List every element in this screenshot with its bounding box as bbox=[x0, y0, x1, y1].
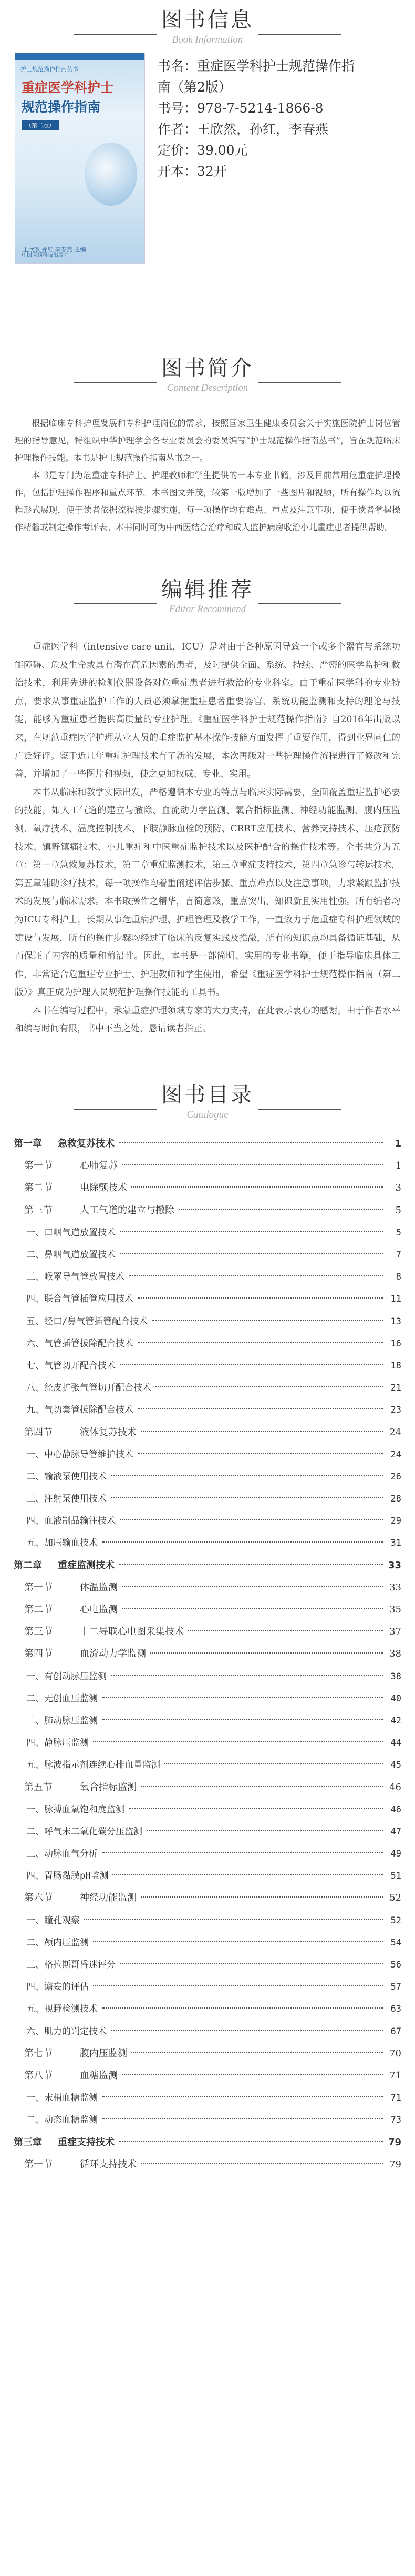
toc-leader-dots bbox=[102, 2007, 383, 2009]
toc-item-name: 二、输液泵使用技术 bbox=[26, 1471, 107, 1482]
toc-item-page: 33 bbox=[389, 1581, 401, 1593]
toc-item-page: 1 bbox=[395, 1160, 401, 1172]
toc-item-name: 七、气管切开配合技术 bbox=[26, 1360, 116, 1371]
toc-leader-dots bbox=[119, 1142, 383, 1143]
toc-leader-dots bbox=[129, 1275, 383, 1276]
recommend-header bbox=[0, 570, 415, 620]
toc-item-name: 液体复苏技术 bbox=[80, 1426, 137, 1438]
toc-leader-dots bbox=[138, 1297, 383, 1299]
toc-sub-row[interactable] bbox=[14, 2021, 401, 2043]
toc-item-name: 血流动力学监测 bbox=[80, 1648, 146, 1660]
toc-item-name: 六、气管插管拔除配合技术 bbox=[26, 1338, 133, 1349]
cover-publisher: 中国医药科技出版社 bbox=[22, 252, 69, 258]
toc-leader-dots bbox=[122, 1164, 383, 1165]
toc-sub-row[interactable] bbox=[14, 1444, 401, 1466]
toc-sub-row[interactable] bbox=[14, 1865, 401, 1887]
toc-sub-row[interactable] bbox=[14, 1311, 401, 1333]
toc-item-number: 第三节 bbox=[24, 1204, 53, 1216]
toc-section-row[interactable] bbox=[14, 2065, 401, 2087]
book-meta bbox=[145, 53, 355, 279]
toc-item-page: 52 bbox=[390, 1915, 401, 1926]
toc-item-page: 18 bbox=[390, 1360, 401, 1371]
toc-item-name: 四、静脉压监测 bbox=[26, 1738, 89, 1749]
meta-row-title-cont: 南（第2版） bbox=[158, 79, 232, 95]
toc-leader-dots bbox=[102, 1541, 383, 1543]
meta-row-format: 开本：32开 bbox=[158, 164, 227, 179]
toc-leader-dots bbox=[129, 1808, 383, 1809]
toc-item-name: 九、气切套管拔除配合技术 bbox=[26, 1405, 133, 1416]
toc-leader-dots bbox=[102, 1852, 383, 1853]
toc-sub-row[interactable] bbox=[14, 1843, 401, 1865]
toc-leader-dots bbox=[120, 1364, 383, 1365]
recommend-text bbox=[0, 638, 415, 1038]
toc-item-page: 13 bbox=[390, 1316, 401, 1327]
book-info-header bbox=[0, 0, 415, 50]
toc-section-row[interactable] bbox=[14, 2154, 401, 2176]
toc-item-page: 71 bbox=[390, 2093, 401, 2104]
cover-authors: 王欣然 孙红 李春燕 主编 bbox=[23, 246, 86, 253]
toc-item-page: 73 bbox=[390, 2115, 401, 2126]
toc-section-row[interactable] bbox=[14, 1599, 401, 1621]
toc-sub-row[interactable] bbox=[14, 1998, 401, 2020]
meta-row-price: 定价：39.00元 bbox=[158, 143, 248, 158]
toc-item-name: 二、颅内压监测 bbox=[26, 1937, 89, 1948]
toc-item-page: 37 bbox=[389, 1626, 401, 1638]
toc-item-page: 7 bbox=[396, 1250, 401, 1260]
toc-item-name: 一、中心静脉导管维护技术 bbox=[26, 1449, 133, 1460]
intro-text bbox=[0, 414, 415, 536]
toc-item-page: 71 bbox=[389, 2070, 401, 2081]
toc-item-number: 第四节 bbox=[24, 1648, 53, 1660]
toc-leader-dots bbox=[120, 1231, 383, 1232]
meta-row-isbn: 书号：978-7-5214-1866-8 bbox=[158, 100, 324, 116]
toc-item-name: 一、口咽气道放置技术 bbox=[26, 1227, 116, 1238]
toc-leader-dots bbox=[93, 1941, 383, 1942]
toc-section-row[interactable] bbox=[14, 1422, 401, 1444]
toc-item-page: 45 bbox=[390, 1760, 401, 1771]
toc-item-number: 第四节 bbox=[24, 1426, 53, 1438]
toc-item-page: 31 bbox=[390, 1538, 401, 1549]
recommend-paragraph: 本书从临床和教学实际出发，严格遵循本专业的特点与临床实际需要，全面覆盖重症监护必要的技能，如人工气道的建立与撤除、血流动力学监测、氧合指标监测、神经功能监测、腹内压监测、氧疗技术、温度控制技术、下肢静脉血栓的预防、CRRT应用技术、营养支持技术、压疮预防技术、镇静镇痛技术、小儿重症和中医重症监护技术以及医护配合的操作技术等。全书共分为五章：第一章急救复苏技术，第二章重症监测技术，第三章重症支持技术，第四章急诊与转运技术，第五章辅助诊疗技术，每一项操作均着重阐述评估步骤、重点难点以及注意事项，力求紧跟监护技术的发展与临床需求。本书取操作之精华，言简意赅，重点突出，知识新且实用性强。所有编者均为ICU专科护士，长期从事危重病护理、护理管理及教学工作，一直致力于危重症专科护理领域的建设与发展，所有的操作步骤均经过了临床的反复实践及推敲，所有的知识点均具备循证基础，从而保证了内容的质量和前沿性。因此，本书是一部简明、实用的专业书籍，便于指导临床具体工作，非常适合危重症专业护士、护理教师和学生使用，希望《重症医学科护士规范操作指南（第二版）》真正成为护理人员规范护理操作技能的工具书。 bbox=[15, 787, 400, 998]
toc-item-page: 5 bbox=[395, 1204, 401, 1216]
toc-sub-row[interactable] bbox=[14, 1488, 401, 1510]
toc-subtitle: Catalogue bbox=[186, 1109, 229, 1121]
intro-paragraph: 本书是专门为危重症专科护士、护理教师和学生提供的一本专业书籍，涉及目前常用危重症护理操作，包括护理操作程序和重点环节。本书图文并茂，较第一版增加了一些图片和视频，所有操作均以流程形式展现，便于读者依据流程按步骤实施，每一项操作均有难点、重点及注意事项，便于读者掌握操作精髓或制定操作考评表。本书同时可为中西医结合治疗和成人监护病房收治小儿重症患者提供帮助。 bbox=[15, 470, 400, 532]
toc-item-page: 57 bbox=[390, 1982, 401, 1993]
toc-item-name: 三、肺动脉压监测 bbox=[26, 1715, 98, 1726]
toc-item-name: 三、动脉血气分析 bbox=[26, 1849, 98, 1860]
toc-item-page: 35 bbox=[389, 1604, 401, 1615]
toc-item-page: 29 bbox=[390, 1516, 401, 1527]
toc-item-page: 23 bbox=[390, 1405, 401, 1416]
divider-left bbox=[74, 382, 157, 383]
toc-section-row[interactable] bbox=[14, 1155, 401, 1177]
toc-leader-dots bbox=[138, 1342, 383, 1343]
recommend-paragraph: 重症医学科（intensive care unit，ICU）是对由于各种原因导致一个或多个器官与系统功能障碍、危及生命或具有潜在高危因素的患者，及时提供全面、系统、持续、严密的医学监护和救治技术，利用先进的检测仪器设备对危重症患者进行救治的专业科室。由于重症医学科的专业特点，要求从事重症监护工作的人员必须掌握重症患者重要器官、系统功能监测和支持的理论与技能，能够为重症患者提供高质量的专业护理。《重症医学科护士规范操作指南》自2016年出版以来，在规范重症医学护理从业人员的重症监护基本操作技能方面发挥了重要作用，得到业界同仁的广泛好评。鉴于近几年重症护理技术有了新的发展，本次再版对一些护理操作流程进行了修改和完善，并增加了一些图片和视频，使之更加权威、专业、实用。 bbox=[15, 642, 400, 780]
toc-item-name: 三、格拉斯哥昏迷评分 bbox=[26, 1960, 116, 1970]
toc-item-name: 神经功能监测 bbox=[80, 1892, 137, 1904]
toc-leader-dots bbox=[179, 1209, 383, 1210]
toc-item-page: 79 bbox=[388, 2136, 401, 2148]
toc-chapter-row[interactable] bbox=[14, 1555, 401, 1577]
toc-item-name: 五、经口/鼻气管插管配合技术 bbox=[26, 1316, 148, 1327]
toc-item-page: 79 bbox=[389, 2158, 401, 2170]
toc-leader-dots bbox=[93, 1985, 383, 1986]
toc-item-number: 第七节 bbox=[24, 2047, 53, 2059]
toc-leader-dots bbox=[102, 1697, 383, 1698]
toc-sub-row[interactable] bbox=[14, 1910, 401, 1932]
toc-leader-dots bbox=[119, 2141, 383, 2142]
toc-section-row[interactable] bbox=[14, 2043, 401, 2065]
toc-leader-dots bbox=[164, 1763, 383, 1764]
toc-leader-dots bbox=[120, 1253, 383, 1254]
toc-item-page: 67 bbox=[390, 2026, 401, 2037]
toc-item-page: 24 bbox=[389, 1426, 401, 1438]
toc-item-page: 24 bbox=[390, 1449, 401, 1460]
toc-item-name: 急救复苏技术 bbox=[58, 1138, 115, 1150]
book-info-subtitle: Book Information bbox=[172, 34, 243, 45]
meta-row-title: 书名：重症医学科护士规范操作指 bbox=[158, 58, 355, 74]
toc-item-name: 二、动态血糖监测 bbox=[26, 2115, 98, 2126]
toc-leader-dots bbox=[122, 1608, 383, 1609]
toc-list bbox=[0, 1133, 415, 2176]
toc-section-row[interactable] bbox=[14, 1177, 401, 1199]
toc-leader-dots bbox=[119, 1564, 383, 1565]
toc-item-name: 一、末梢血糖监测 bbox=[26, 2093, 98, 2104]
toc-item-name: 电除颤技术 bbox=[80, 1182, 127, 1194]
toc-item-name: 五、加压输血技术 bbox=[26, 1538, 98, 1549]
toc-leader-dots bbox=[188, 1630, 383, 1631]
intro-title: 图书简介 bbox=[161, 356, 254, 380]
toc-sub-row[interactable] bbox=[14, 1355, 401, 1377]
toc-sub-row[interactable] bbox=[14, 1688, 401, 1710]
cover-title-line2: 规范操作指南 bbox=[22, 99, 101, 115]
toc-section-row[interactable] bbox=[14, 1777, 401, 1799]
toc-item-name: 体温监测 bbox=[80, 1581, 118, 1593]
toc-item-name: 腹内压监测 bbox=[80, 2047, 127, 2059]
recommend-title: 编辑推荐 bbox=[161, 577, 254, 602]
toc-item-name: 心电监测 bbox=[80, 1604, 118, 1615]
toc-item-page: 1 bbox=[395, 1138, 401, 1150]
toc-item-name: 心肺复苏 bbox=[80, 1160, 118, 1172]
toc-sub-row[interactable] bbox=[14, 1377, 401, 1399]
toc-item-name: 四、联合气管插管应用技术 bbox=[26, 1294, 133, 1305]
toc-leader-dots bbox=[111, 2030, 383, 2031]
toc-section-row[interactable] bbox=[14, 1200, 401, 1222]
toc-item-number: 第六节 bbox=[24, 1892, 53, 1904]
toc-sub-row[interactable] bbox=[14, 1510, 401, 1532]
toc-sub-row[interactable] bbox=[14, 1799, 401, 1821]
toc-leader-dots bbox=[111, 1675, 383, 1676]
book-info-section bbox=[0, 53, 415, 279]
divider-right bbox=[258, 603, 341, 604]
toc-item-number: 第五节 bbox=[24, 1781, 53, 1793]
toc-item-number: 第一节 bbox=[24, 1160, 53, 1172]
toc-item-page: 46 bbox=[390, 1804, 401, 1815]
divider-right bbox=[258, 34, 341, 35]
toc-item-page: 11 bbox=[390, 1294, 401, 1305]
toc-chapter-row[interactable] bbox=[14, 2132, 401, 2154]
toc-item-page: 5 bbox=[396, 1227, 401, 1238]
intro-subtitle: Content Description bbox=[167, 382, 248, 393]
toc-item-name: 血糖监测 bbox=[80, 2070, 118, 2081]
toc-sub-row[interactable] bbox=[14, 1466, 401, 1488]
toc-item-name: 二、呼气末二氧化碳分压监测 bbox=[26, 1826, 142, 1837]
toc-sub-row[interactable] bbox=[14, 1754, 401, 1776]
toc-leader-dots bbox=[150, 1652, 383, 1654]
toc-sub-row[interactable] bbox=[14, 1710, 401, 1732]
toc-section-row[interactable] bbox=[14, 1577, 401, 1599]
toc-item-name: 二、无创血压监测 bbox=[26, 1693, 98, 1704]
toc-item-page: 70 bbox=[389, 2047, 401, 2059]
toc-sub-row[interactable] bbox=[14, 1532, 401, 1554]
toc-section-row[interactable] bbox=[14, 1621, 401, 1643]
toc-item-page: 38 bbox=[390, 1671, 401, 1682]
toc-item-name: 一、瞳孔观察 bbox=[26, 1915, 80, 1926]
toc-item-page: 28 bbox=[390, 1494, 401, 1505]
cover-title-line1: 重症医学科护士 bbox=[22, 80, 114, 95]
toc-item-name: 三、喉罩导气管放置技术 bbox=[26, 1272, 124, 1283]
toc-sub-row[interactable] bbox=[14, 1222, 401, 1244]
recommend-subtitle: Editor Recommend bbox=[169, 604, 246, 615]
toc-item-number: 第一节 bbox=[24, 1581, 53, 1593]
toc-leader-dots bbox=[93, 1741, 383, 1742]
book-info-title: 图书信息 bbox=[161, 8, 254, 32]
toc-leader-dots bbox=[122, 1586, 383, 1587]
toc-item-number: 第一章 bbox=[14, 1138, 42, 1150]
toc-leader-dots bbox=[102, 2096, 383, 2097]
toc-item-number: 第八节 bbox=[24, 2070, 53, 2081]
toc-item-page: 40 bbox=[390, 1693, 401, 1704]
divider-right bbox=[258, 382, 341, 383]
toc-leader-dots bbox=[111, 1497, 383, 1498]
divider-right bbox=[258, 1109, 341, 1110]
divider-left bbox=[74, 34, 157, 35]
toc-item-page: 47 bbox=[390, 1826, 401, 1837]
toc-leader-dots bbox=[102, 1719, 383, 1720]
toc-item-name: 五、脉波指示剂连续心排血量监测 bbox=[26, 1760, 160, 1771]
divider-left bbox=[74, 1109, 157, 1110]
toc-item-name: 八、经皮扩张气管切开配合技术 bbox=[26, 1383, 151, 1394]
toc-leader-dots bbox=[147, 1830, 383, 1831]
toc-item-page: 8 bbox=[396, 1272, 401, 1283]
toc-leader-dots bbox=[141, 1896, 383, 1898]
toc-leader-dots bbox=[120, 1519, 383, 1520]
toc-chapter-row[interactable] bbox=[14, 1133, 401, 1155]
toc-item-page: 21 bbox=[390, 1383, 401, 1394]
toc-title: 图书目录 bbox=[161, 1083, 254, 1108]
toc-item-number: 第一节 bbox=[24, 2158, 53, 2170]
toc-item-page: 26 bbox=[390, 1471, 401, 1482]
toc-leader-dots bbox=[141, 1786, 383, 1787]
toc-item-page: 51 bbox=[390, 1871, 401, 1882]
toc-item-name: 三、注射泵使用技术 bbox=[26, 1494, 107, 1505]
meta-row-author: 作者：王欣然，孙红，李春燕 bbox=[158, 121, 329, 137]
toc-sub-row[interactable] bbox=[14, 1666, 401, 1688]
toc-item-page: 44 bbox=[390, 1738, 401, 1749]
toc-sub-row[interactable] bbox=[14, 2109, 401, 2131]
toc-header bbox=[0, 1075, 415, 1125]
toc-item-number: 第二章 bbox=[14, 1559, 42, 1571]
toc-item-name: 六、肌力的判定技术 bbox=[26, 2026, 107, 2037]
toc-item-number: 第三节 bbox=[24, 1626, 53, 1638]
toc-item-name: 四、谵妄的评估 bbox=[26, 1982, 89, 1993]
toc-item-name: 循环支持技术 bbox=[80, 2158, 137, 2170]
toc-item-name: 四、血液制品输注技术 bbox=[26, 1516, 116, 1527]
cover-edition: （第二版） bbox=[22, 120, 59, 130]
toc-sub-row[interactable] bbox=[14, 1399, 401, 1421]
toc-item-page: 42 bbox=[390, 1715, 401, 1726]
toc-item-name: 四、胃肠黏膜pH监测 bbox=[26, 1871, 109, 1882]
toc-leader-dots bbox=[155, 1386, 383, 1387]
toc-section-row[interactable] bbox=[14, 1887, 401, 1909]
intro-header bbox=[0, 348, 415, 399]
toc-item-name: 人工气道的建立与撤除 bbox=[80, 1204, 174, 1216]
book-cover[interactable] bbox=[15, 53, 145, 264]
toc-item-name: 一、脉搏血氧饱和度监测 bbox=[26, 1804, 124, 1815]
toc-item-page: 52 bbox=[389, 1892, 401, 1904]
cover-top-band bbox=[15, 53, 144, 60]
toc-sub-row[interactable] bbox=[14, 1266, 401, 1288]
toc-leader-dots bbox=[141, 1431, 383, 1432]
toc-sub-row[interactable] bbox=[14, 2087, 401, 2109]
toc-item-number: 第二节 bbox=[24, 1604, 53, 1615]
toc-sub-row[interactable] bbox=[14, 1932, 401, 1954]
toc-item-name: 重症支持技术 bbox=[58, 2136, 115, 2148]
toc-leader-dots bbox=[138, 1453, 383, 1454]
recommend-paragraph: 本书在编写过程中，承蒙重症护理领域专家的大力支持，在此表示衷心的感谢。由于作者水平和编写时间有限，书中不当之处，恳请读者指正。 bbox=[15, 1005, 400, 1035]
toc-item-page: 54 bbox=[390, 1937, 401, 1948]
toc-leader-dots bbox=[120, 1963, 383, 1964]
toc-sub-row[interactable] bbox=[14, 1954, 401, 1976]
toc-item-page: 16 bbox=[390, 1338, 401, 1349]
toc-leader-dots bbox=[141, 2163, 383, 2164]
toc-section-row[interactable] bbox=[14, 1643, 401, 1665]
toc-leader-dots bbox=[131, 2052, 383, 2053]
toc-item-page: 3 bbox=[395, 1182, 401, 1194]
toc-leader-dots bbox=[131, 1186, 383, 1188]
toc-item-page: 38 bbox=[389, 1648, 401, 1660]
toc-sub-row[interactable] bbox=[14, 1821, 401, 1843]
toc-leader-dots bbox=[138, 1408, 383, 1409]
toc-sub-row[interactable] bbox=[14, 1732, 401, 1754]
toc-leader-dots bbox=[84, 1919, 383, 1920]
toc-item-name: 氧合指标监测 bbox=[80, 1781, 137, 1793]
toc-item-page: 46 bbox=[389, 1781, 401, 1793]
cover-illustration bbox=[85, 143, 137, 206]
toc-leader-dots bbox=[112, 1874, 383, 1875]
toc-item-page: 63 bbox=[390, 2004, 401, 2015]
toc-item-page: 56 bbox=[390, 1960, 401, 1970]
divider-left bbox=[74, 603, 157, 604]
toc-item-name: 十二导联心电图采集技术 bbox=[80, 1626, 184, 1638]
toc-sub-row[interactable] bbox=[14, 1288, 401, 1310]
toc-item-name: 二、鼻咽气道放置技术 bbox=[26, 1250, 116, 1260]
toc-leader-dots bbox=[111, 1475, 383, 1476]
intro-paragraph: 根据临床专科护理发展和专科护理岗位的需求，按照国家卫生健康委员会关于实施医院护士岗位管理的指导意见，特组织中华护理学会各专业委员会的委员编写“护士规范操作指南丛书”，旨在规范临床护理操作技能。本书是护士规范操作指南丛书之一。 bbox=[15, 418, 400, 463]
cover-series: 护士规范操作指南丛书 bbox=[20, 66, 78, 73]
toc-item-name: 五、视野检测技术 bbox=[26, 2004, 98, 2015]
toc-leader-dots bbox=[122, 2074, 383, 2075]
toc-item-name: 一、有创动脉压监测 bbox=[26, 1671, 107, 1682]
toc-sub-row[interactable] bbox=[14, 1244, 401, 1266]
toc-item-number: 第三章 bbox=[14, 2136, 42, 2148]
toc-item-page: 49 bbox=[390, 1849, 401, 1860]
toc-leader-dots bbox=[102, 2118, 383, 2119]
toc-item-number: 第二节 bbox=[24, 1182, 53, 1194]
toc-leader-dots bbox=[152, 1320, 383, 1321]
toc-item-name: 重症监测技术 bbox=[58, 1559, 115, 1571]
toc-sub-row[interactable] bbox=[14, 1333, 401, 1355]
toc-item-page: 33 bbox=[388, 1559, 401, 1571]
toc-sub-row[interactable] bbox=[14, 1976, 401, 1998]
